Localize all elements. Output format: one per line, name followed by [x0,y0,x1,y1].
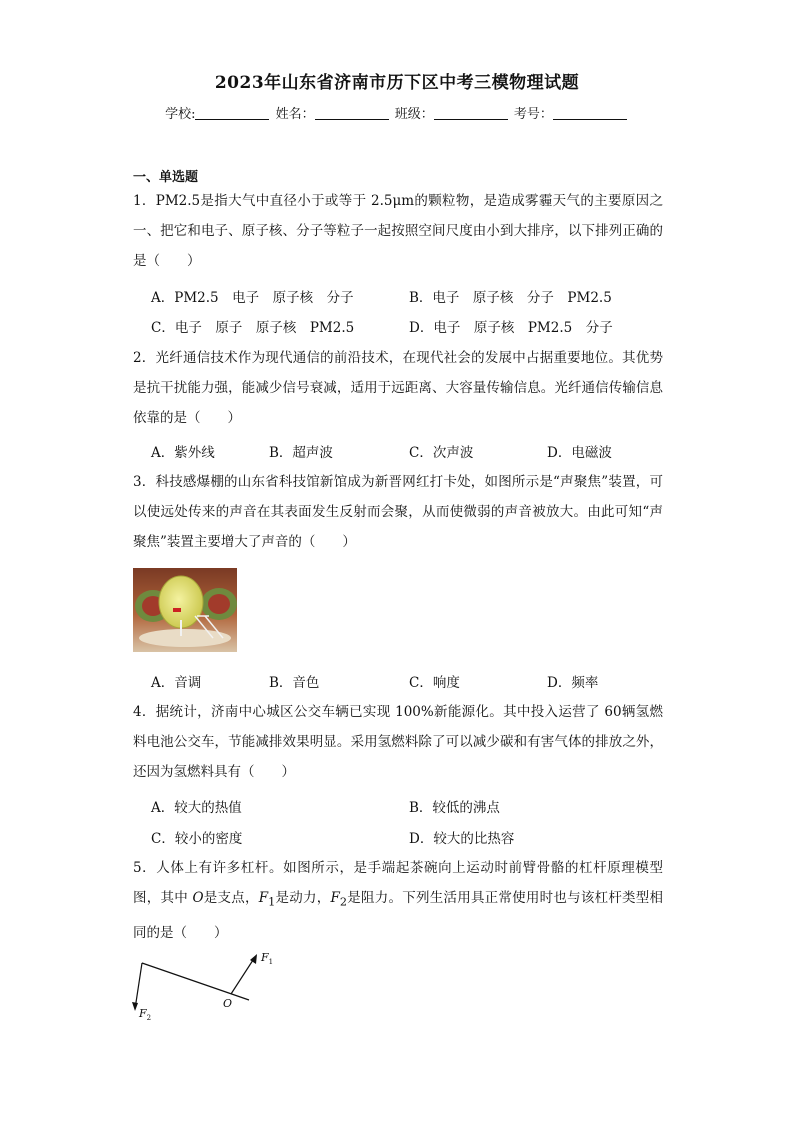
f2-arrow-line [135,963,142,1009]
q5-sub-2: 2 [339,895,348,909]
f1-arrow-line [231,957,255,994]
question-2: 2．光纤通信技术作为现代通信的前沿技术，在现代社会的发展中占据重要地位。其优势是抗干扰能力强，能减少信号衰减，适用于远距离、大容量传输信息。光纤通信传输信息依靠的是（ ） [133,350,663,426]
q3-option-a[interactable]: A．音调 [151,675,202,691]
name-blank[interactable] [315,107,389,120]
q5-text-c: 是动力， [275,890,331,906]
q2-option-d[interactable]: D．电磁波 [547,445,612,461]
label-f2: $F_2$ [139,1007,152,1022]
q5-sub-1: 1 [268,895,276,909]
f2-arrowhead-icon [132,1002,138,1011]
q2-option-a[interactable]: A．紫外线 [151,445,215,461]
question-1: 1．PM2.5是指大气中直径小于或等于 2.5μm的颗粒物，是造成雾霾天气的主要原因之一、把它和电子、原子核、分子等粒子一起按照空间尺度由小到大排序，以下排列正确的是（ ） [133,193,663,269]
sound-focus-device-photo [133,568,237,652]
q5-text-b: 是支点， [203,890,259,906]
q1-option-d[interactable]: D．电子 原子核 PM2.5 分子 [409,320,613,336]
page-title: 2023年山东省济南市历下区中考三模物理试题 [214,73,580,93]
q3-option-c[interactable]: C．响度 [409,675,460,691]
q5-var-f2: F [330,890,340,906]
q3-option-d[interactable]: D．频率 [547,675,599,691]
question-5 [133,853,663,948]
section-heading: 一、单选题 [133,170,199,185]
q4-option-d[interactable]: D．较大的比热容 [409,831,515,847]
lever-bar [142,963,249,1000]
q1-option-b[interactable]: B．电子 原子核 分子 PM2.5 [409,290,612,306]
name-label: 姓名： [275,107,315,122]
question-4: 4．据统计，济南中心城区公交车辆已实现 100%新能源化。其中投入运营了 60辆氢燃料电池公交车，节能减排效果明显。采用氢燃料除了可以减少碳和有害气体的排放之外，还因为氢燃料具有（ ） [133,704,663,780]
question-3: 3．科技感爆棚的山东省科技馆新馆成为新晋网红打卡处，如图所示是“声聚焦”装置，可以使远处传来的声音在其表面发生反射而会聚，从而使微弱的声音被放大。由此可知“声聚焦”装置主要增大了声音的（ ） [133,474,663,550]
q3-option-b[interactable]: B．音色 [269,675,320,691]
label-o: O [223,997,233,1010]
q1-option-c[interactable]: C．电子 原子 原子核 PM2.5 [151,320,355,336]
q4-option-a[interactable]: A．较大的热值 [151,800,242,816]
exam-no-label: 考号： [513,107,553,122]
school-blank[interactable] [195,107,269,120]
q4-option-c[interactable]: C．较小的密度 [151,831,243,847]
q5-var-o: O [192,890,204,906]
q5-text-a: 5．人体上有许多杠杆。如图所示，是手端起茶碗向上运动时前臂骨骼的杠杆原理模型图，其中 [133,860,663,906]
student-info-line [0,103,794,122]
q5-text-d: 是阻力。下列生活用具正常使用时也与该杠杆类型相同的是（ ） [133,890,664,941]
q5-var-f1: F [258,890,269,906]
lever-diagram [125,945,285,1025]
label-f1: $F_1$ [261,951,274,966]
sound-focus-photo-graphic [133,568,237,652]
school-label: 学校: [165,107,196,122]
class-blank[interactable] [434,107,508,120]
class-label: 班级： [394,107,434,122]
q2-option-c[interactable]: C．次声波 [409,445,474,461]
exam-no-blank[interactable] [553,107,627,120]
q1-option-a[interactable]: A．PM2.5 电子 原子核 分子 [151,290,354,306]
q2-option-b[interactable]: B．超声波 [269,445,333,461]
q4-option-b[interactable]: B．较低的沸点 [409,800,500,816]
